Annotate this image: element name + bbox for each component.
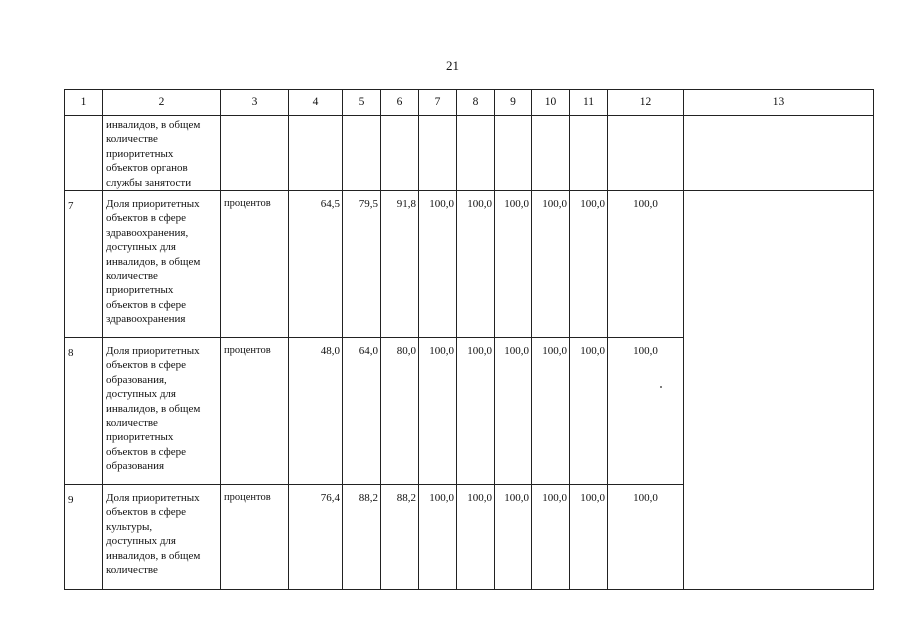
name-line: объектов в сфере — [106, 212, 187, 225]
cell-value — [381, 116, 419, 191]
cell-value: 100,0 — [457, 191, 495, 338]
cell-value — [608, 116, 684, 191]
cell-value — [532, 116, 570, 191]
cell-value: 100,0 — [570, 338, 608, 485]
cell-value: 79,5 — [343, 191, 381, 338]
header-cell-10: 10 — [532, 90, 570, 116]
name-line: службы занятости — [106, 176, 192, 189]
cell-value: 100,0 — [532, 485, 570, 590]
cell-value: 100,0 — [457, 338, 495, 485]
cell-value — [289, 116, 343, 191]
cell-col13 — [684, 116, 874, 191]
name-line: образования — [106, 460, 165, 473]
cell-value: 100,0 — [495, 485, 532, 590]
cell-unit — [221, 116, 289, 191]
table-row — [65, 191, 874, 338]
cell-value: 64,5 — [289, 191, 343, 338]
header-cell-6: 6 — [381, 90, 419, 116]
cell-indicator-name — [103, 338, 221, 485]
name-line: объектов в сфере — [106, 506, 187, 519]
cell-col13 — [684, 191, 874, 590]
cell-value — [419, 116, 457, 191]
name-line: инвалидов, в общем — [106, 119, 201, 131]
table-row-continuation — [65, 116, 874, 191]
name-line: Доля приоритетных — [106, 492, 200, 505]
name-line: доступных для — [106, 535, 176, 548]
name-line: объектов в сфере — [106, 359, 187, 372]
cell-indicator-name — [103, 191, 221, 338]
cell-value — [495, 116, 532, 191]
header-cell-4: 4 — [289, 90, 343, 116]
header-cell-9: 9 — [495, 90, 532, 116]
cell-unit: процентов — [221, 191, 289, 338]
cell-num — [65, 116, 103, 191]
cell-value: 100,0 — [495, 338, 532, 485]
name-line: приоритетных — [106, 284, 174, 297]
cell-value — [570, 116, 608, 191]
cell-value: 100,0 — [608, 485, 684, 590]
scan-speck — [660, 386, 662, 388]
cell-num: 9 — [65, 485, 103, 590]
name-line: приоритетных — [106, 147, 174, 160]
cell-value: 100,0 — [419, 485, 457, 590]
cell-value: 80,0 — [381, 338, 419, 485]
name-line: инвалидов, в общем — [106, 402, 201, 415]
header-cell-8: 8 — [457, 90, 495, 116]
cell-value: 48,0 — [289, 338, 343, 485]
cell-value: 100,0 — [608, 338, 684, 485]
cell-indicator-name — [103, 116, 221, 191]
table-header-row — [65, 90, 874, 116]
cell-unit: процентов — [221, 485, 289, 590]
header-cell-7: 7 — [419, 90, 457, 116]
cell-value — [457, 116, 495, 191]
name-line: доступных для — [106, 388, 176, 401]
name-line: образования, — [106, 373, 167, 386]
header-cell-3: 3 — [221, 90, 289, 116]
name-line: инвалидов, в общем — [106, 255, 201, 268]
name-line: количестве — [106, 270, 158, 283]
name-line: объектов в сфере — [106, 445, 187, 458]
cell-value: 100,0 — [570, 485, 608, 590]
name-line: количестве — [106, 417, 158, 430]
header-cell-2: 2 — [103, 90, 221, 116]
name-line: культуры, — [106, 520, 153, 533]
cell-value: 88,2 — [381, 485, 419, 590]
name-line: объектов органов — [106, 162, 188, 175]
cell-value: 100,0 — [608, 191, 684, 338]
cell-unit: процентов — [221, 338, 289, 485]
name-line: здравоохранения, — [106, 226, 189, 239]
cell-indicator-name — [103, 485, 221, 590]
cell-value: 100,0 — [419, 338, 457, 485]
cell-value — [343, 116, 381, 191]
cell-num: 8 — [65, 338, 103, 485]
cell-num: 7 — [65, 191, 103, 338]
name-line: объектов в сфере — [106, 298, 187, 311]
cell-value: 100,0 — [457, 485, 495, 590]
cell-value: 100,0 — [532, 191, 570, 338]
page-number: 21 — [446, 58, 459, 73]
name-line: инвалидов, в общем — [106, 549, 201, 562]
header-cell-5: 5 — [343, 90, 381, 116]
header-cell-11: 11 — [570, 90, 608, 116]
header-cell-12: 12 — [608, 90, 684, 116]
cell-value: 100,0 — [570, 191, 608, 338]
name-line: количестве — [106, 564, 158, 577]
cell-value: 100,0 — [532, 338, 570, 485]
cell-value: 88,2 — [343, 485, 381, 590]
cell-value: 64,0 — [343, 338, 381, 485]
header-cell-13: 13 — [684, 90, 874, 116]
name-line: Доля приоритетных — [106, 198, 200, 211]
cell-value: 76,4 — [289, 485, 343, 590]
name-line: здравоохранения — [106, 313, 186, 326]
cell-value: 91,8 — [381, 191, 419, 338]
name-line: количестве — [106, 133, 158, 146]
name-line: приоритетных — [106, 431, 174, 444]
name-line: доступных для — [106, 241, 176, 254]
indicator-table — [64, 89, 874, 590]
name-line: Доля приоритетных — [106, 345, 200, 358]
cell-value: 100,0 — [495, 191, 532, 338]
cell-value: 100,0 — [419, 191, 457, 338]
header-cell-1: 1 — [65, 90, 103, 116]
